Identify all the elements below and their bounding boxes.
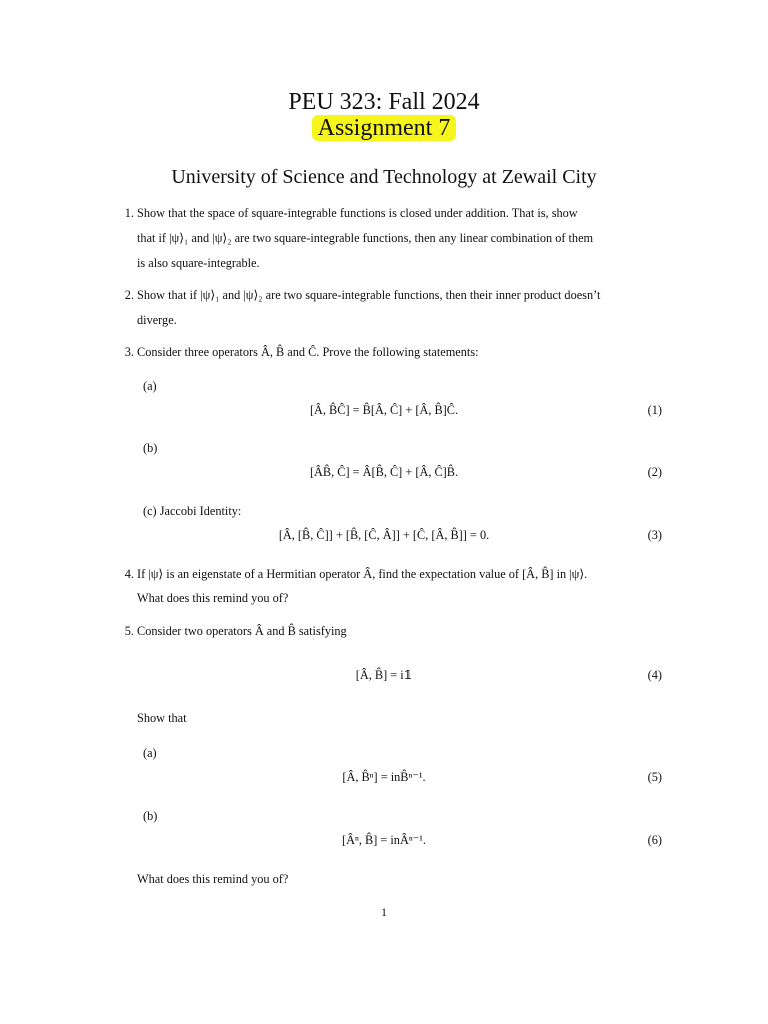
problem-1-line-1: Show that the space of square-integrable functions is closed under addition. That is, show <box>137 206 578 220</box>
page-number: 1 <box>381 905 387 919</box>
assignment-title-wrap <box>0 114 768 142</box>
equation-1: [Â, B̂Ĉ] = B̂[Â, Ĉ] + [Â, B̂]Ĉ. <box>309 403 459 417</box>
equation-2-number: (2) <box>647 465 662 479</box>
problem-2-number: 2. <box>124 288 134 302</box>
university-name: University of Science and Technology at Zewail City <box>171 166 597 188</box>
assignment-title: Assignment 7 <box>312 115 457 141</box>
problem-3-number: 3. <box>124 345 134 359</box>
problem-2-line-1: Show that if |ψ⟩₁ and |ψ⟩₂ are two square-integrable functions, then their inner product doesn’t <box>137 288 601 302</box>
problem-5-intro: Consider two operators Â and B̂ satisfying <box>137 624 347 638</box>
equation-4: [Â, B̂] = i𝟙 <box>355 668 413 682</box>
problem-4-line-1: If |ψ⟩ is an eigenstate of a Hermitian operator Â, find the expectation value of [Â, B̂] in |ψ⟩. <box>137 567 588 581</box>
equation-4-number: (4) <box>647 668 662 682</box>
course-title: PEU 323: Fall 2024 <box>288 89 480 115</box>
problem-4-line-2: What does this remind you of? <box>137 591 289 605</box>
equation-3-number: (3) <box>647 528 662 542</box>
equation-6-number: (6) <box>647 833 662 847</box>
problem-1-line-2: that if |ψ⟩₁ and |ψ⟩₂ are two square-integrable functions, then any linear combination of them <box>137 231 594 245</box>
problem-3b-label: (b) <box>143 441 158 455</box>
problem-5b-label: (b) <box>143 809 158 823</box>
equation-5: [Â, B̂ⁿ] = inB̂ⁿ⁻¹. <box>342 770 426 784</box>
problem-4-number: 4. <box>124 567 134 581</box>
problem-5-number: 5. <box>124 624 134 638</box>
problem-2-line-2: diverge. <box>137 313 177 327</box>
problem-1-line-3: is also square-integrable. <box>137 256 260 270</box>
equation-3: [Â, [B̂, Ĉ]] + [B̂, [Ĉ, Â]] + [Ĉ, [Â, B̂]] = 0. <box>278 528 490 542</box>
problem-5-show-that: Show that <box>137 711 187 725</box>
problem-3c-label: (c) Jaccobi Identity: <box>143 504 242 518</box>
problem-1-number: 1. <box>124 206 134 220</box>
problem-5a-label: (a) <box>143 746 157 760</box>
problem-3-intro: Consider three operators Â, B̂ and Ĉ. Prove the following statements: <box>137 345 479 359</box>
equation-2: [ÂB̂, Ĉ] = Â[B̂, Ĉ] + [Â, Ĉ]B̂. <box>309 465 459 479</box>
equation-5-number: (5) <box>647 770 662 784</box>
equation-6: [Âⁿ, B̂] = inÂⁿ⁻¹. <box>342 833 426 847</box>
equation-1-number: (1) <box>647 403 662 417</box>
problem-5-closing: What does this remind you of? <box>137 872 289 886</box>
problem-3a-label: (a) <box>143 379 157 393</box>
